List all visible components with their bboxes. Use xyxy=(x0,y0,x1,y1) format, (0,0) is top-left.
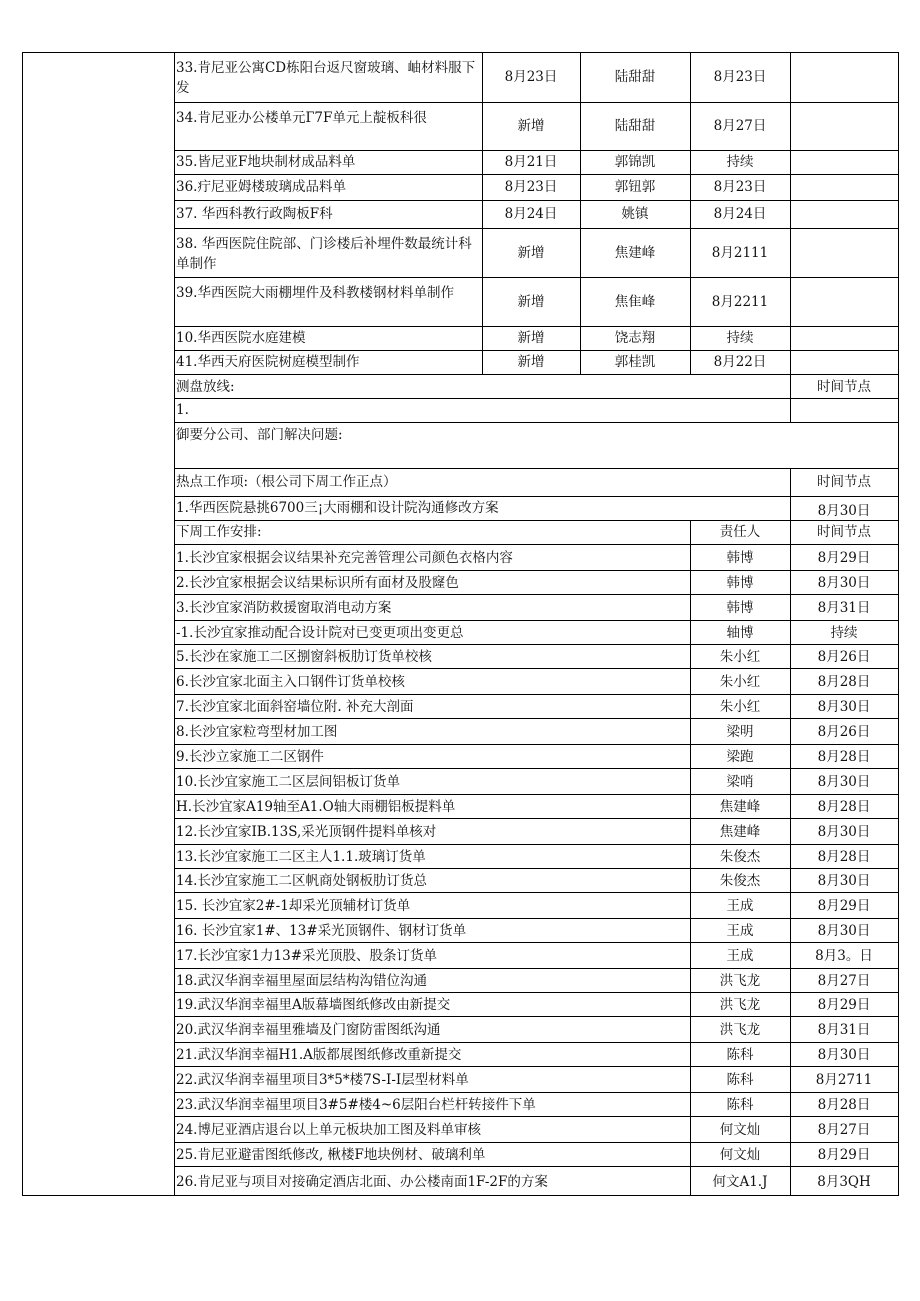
task-start: 8月23日 xyxy=(504,69,558,85)
schedule-deadline: 8月31日 xyxy=(817,1022,871,1038)
schedule-deadline: 8月28日 xyxy=(817,799,871,815)
schedule-deadline: 8月29日 xyxy=(817,997,871,1013)
schedule-deadline: 8月26日 xyxy=(817,724,871,740)
task-owner: 郭锦凯 xyxy=(614,154,656,170)
task-start: 8月21日 xyxy=(504,154,558,170)
task-owner: 陆甜甜 xyxy=(614,118,656,134)
table-border-bottom xyxy=(22,1195,899,1196)
schedule-task: 20.武汉华润幸福里雅墙及门窗防雷图纸沟通 xyxy=(176,1022,441,1038)
row-rule xyxy=(174,1042,899,1043)
task-description: 33.肯尼亚公寓CD栋阳台返尺窗玻璃、岫材料服下发 xyxy=(176,60,476,96)
schedule-deadline: 8月28日 xyxy=(817,674,871,690)
schedule-task: 19.武汉华润幸福里A版幕墙图纸修改由新提交 xyxy=(176,997,451,1013)
row-rule xyxy=(174,620,899,621)
row-rule xyxy=(174,992,899,993)
row-rule xyxy=(174,844,899,845)
task-deadline: 持续 xyxy=(726,330,754,346)
schedule-owner: 何文灿 xyxy=(719,1147,761,1163)
schedule-deadline: 8月28日 xyxy=(817,749,871,765)
schedule-owner: 王成 xyxy=(726,898,754,914)
schedule-task: 25.肯尼亚避雷图纸修改, 楸楼F地块例材、破璃利单 xyxy=(176,1147,486,1163)
schedule-task: 13.长沙宜家施工二区主人1.1.玻璃订货单 xyxy=(176,849,426,865)
survey-heading: 测盘放线: xyxy=(176,379,235,395)
task-description: 34.肯尼亚办公楼单元Г7F单元上靛板科很 xyxy=(176,110,427,126)
row-rule xyxy=(174,968,899,969)
task-description: 39.华西医院大雨棚埋件及科教楼钢材料单制作 xyxy=(176,285,454,301)
task-owner: 郭桂凯 xyxy=(614,354,656,370)
task-start: 新增 xyxy=(517,354,545,370)
work-schedule-table xyxy=(22,52,898,1195)
schedule-task: 14.长沙宜家施工二区帆商处钢板肋订货总 xyxy=(176,873,427,889)
task-start: 新增 xyxy=(517,245,545,261)
task-owner: 焦隹峰 xyxy=(614,294,656,310)
schedule-task: 23.武汉华润幸福里项目3#5#楼4~6层阳台栏杆转接件下单 xyxy=(176,1097,536,1113)
schedule-task: 12.长沙宜家IB.13S,采光顶钢件提料单核对 xyxy=(176,824,437,840)
task-deadline: 8月2111 xyxy=(711,245,769,261)
schedule-deadline: 8月27日 xyxy=(817,1122,871,1138)
schedule-owner: 朱俊杰 xyxy=(719,849,761,865)
schedule-deadline: 8月30日 xyxy=(817,923,871,939)
schedule-deadline: 8月29日 xyxy=(817,1147,871,1163)
schedule-owner: 焦建峰 xyxy=(719,824,761,840)
row-rule xyxy=(174,744,899,745)
schedule-deadline: 8月31日 xyxy=(817,600,871,616)
schedule-deadline: 8月30日 xyxy=(817,699,871,715)
schedule-deadline: 8月3QH xyxy=(817,1174,871,1190)
schedule-task: 21.武汉华润幸福H1.A版都展图纸修改重新提交 xyxy=(176,1047,462,1063)
schedule-task: 9.长沙立家施工二区钢件 xyxy=(176,749,324,765)
schedule-deadline: 8月29日 xyxy=(817,898,871,914)
schedule-owner: 朱小红 xyxy=(719,699,761,715)
schedule-deadline: 8月27日 xyxy=(817,973,871,989)
table-border-left xyxy=(22,52,23,1196)
row-rule xyxy=(174,1142,899,1143)
schedule-owner: 洪飞龙 xyxy=(719,997,761,1013)
row-rule xyxy=(174,1116,899,1117)
row-rule xyxy=(174,918,899,919)
schedule-deadline: 8月28日 xyxy=(817,849,871,865)
task-start: 8月23日 xyxy=(504,179,558,195)
schedule-deadline: 8月3。日 xyxy=(815,948,873,964)
schedule-owner: 陈科 xyxy=(726,1097,754,1113)
schedule-owner: 陈科 xyxy=(726,1047,754,1063)
schedule-task: 26.肯尼亚与项目对接确定酒店北面、办公楼南面1F-2F的方案 xyxy=(176,1174,548,1190)
task-start: 新增 xyxy=(517,330,545,346)
assist-heading: 御要分公司、部门解决问题: xyxy=(176,427,343,443)
row-rule xyxy=(174,668,899,669)
row-rule xyxy=(174,1166,899,1167)
task-owner: 姚镇 xyxy=(621,206,649,222)
task-start: 8月24日 xyxy=(504,206,558,222)
schedule-deadline: 8月30日 xyxy=(817,575,871,591)
schedule-owner: 梁哨 xyxy=(726,774,754,790)
schedule-task: 6.长沙宜家北面主入口钢件订货单校核 xyxy=(176,674,405,690)
schedule-owner: 洪飞龙 xyxy=(719,1022,761,1038)
row-rule xyxy=(174,768,899,769)
schedule-deadline: 8月2711 xyxy=(815,1072,873,1088)
schedule-task: 16. 长沙宜家1#、13#采光顶钢件、钢材订货单 xyxy=(176,923,467,939)
task-description: 41.华西天府医院树庭模型制作 xyxy=(176,354,360,370)
schedule-task: 8.长沙宜家粒弯型材加工图 xyxy=(176,724,338,740)
task-deadline: 8月22日 xyxy=(713,354,767,370)
hot-item: 1.华西医院悬挑6700三¡大雨棚和设计院沟通修改方案 xyxy=(176,500,499,516)
row-rule xyxy=(174,718,899,719)
time-header: 时间节点 xyxy=(817,524,871,540)
row-rule xyxy=(174,942,899,943)
schedule-owner: 梁跑 xyxy=(726,749,754,765)
task-deadline: 持续 xyxy=(726,154,754,170)
table-border-right xyxy=(898,52,899,1196)
schedule-task: 1.长沙宜家根据会议结果补充完善管理公司颜色衣格内容 xyxy=(176,550,513,566)
schedule-task: 5.长沙在家施工二区捌窗斜板肋订货单校核 xyxy=(176,649,432,665)
schedule-deadline: 8月30日 xyxy=(817,1047,871,1063)
schedule-owner: 朱小红 xyxy=(719,649,761,665)
task-deadline: 8月23日 xyxy=(713,69,767,85)
task-description: 35.皆尼亚F地块制材成品料单 xyxy=(176,154,356,170)
col-rule xyxy=(790,52,791,375)
schedule-deadline: 8月26日 xyxy=(817,649,871,665)
task-deadline: 8月23日 xyxy=(713,179,767,195)
schedule-task: H.长沙宜家A19轴至A1.O轴大雨棚铝板提料单 xyxy=(176,799,456,815)
task-start: 新增 xyxy=(517,294,545,310)
row-rule xyxy=(174,1066,899,1067)
schedule-deadline: 8月30日 xyxy=(817,824,871,840)
time-header: 时间节点 xyxy=(817,474,871,490)
hot-deadline: 8月30日 xyxy=(817,503,871,519)
schedule-task: 17.长沙宜家1力13#采光顶股、股条订货单 xyxy=(176,948,438,964)
row-rule xyxy=(174,868,899,869)
schedule-owner: 焦建峰 xyxy=(719,799,761,815)
schedule-owner: 韩博 xyxy=(726,550,754,566)
left-margin-column-rule xyxy=(174,52,175,1196)
row-rule xyxy=(174,644,899,645)
task-owner: 饶志翔 xyxy=(614,330,656,346)
row-rule xyxy=(174,818,899,819)
time-header: 时间节点 xyxy=(817,379,871,395)
task-owner: 郭钮郭 xyxy=(614,179,656,195)
hot-heading: 热点工作项:（根公司下周工作正点） xyxy=(176,474,397,490)
schedule-deadline: 持续 xyxy=(830,625,858,641)
schedule-task: 3.长沙宜家消防救援窗取消电动方案 xyxy=(176,600,392,616)
schedule-task: -1.长沙宜家推动配合设计院对已变更项出变更总 xyxy=(176,625,464,641)
schedule-owner: 韩博 xyxy=(726,600,754,616)
task-description: 36.疔尼亚姆楼玻璃成品料单 xyxy=(176,179,346,195)
schedule-owner: 轴博 xyxy=(726,625,754,641)
schedule-deadline: 8月29日 xyxy=(817,550,871,566)
next-week-heading: 下周工作安排: xyxy=(176,524,262,540)
schedule-task: 15. 长沙宜家2#-1却采光顶辅材订货单 xyxy=(176,898,411,914)
table-border-top xyxy=(22,52,899,53)
task-description: 37. 华西科教行政陶板F科 xyxy=(176,206,333,222)
task-description: 10.华西医院水庭建模 xyxy=(176,330,306,346)
schedule-task: 2.长沙宜家根据会议结果标识所有面材及股窿色 xyxy=(176,575,459,591)
survey-item: 1. xyxy=(176,402,189,418)
row-rule xyxy=(174,794,899,795)
task-deadline: 8月2211 xyxy=(711,294,769,310)
schedule-owner: 陈科 xyxy=(726,1072,754,1088)
row-rule xyxy=(174,594,899,595)
schedule-deadline: 8月28日 xyxy=(817,1097,871,1113)
schedule-task: 22.武汉华润幸福里项目3*5*楼7S-I-I层型材料单 xyxy=(176,1072,469,1088)
task-deadline: 8月24日 xyxy=(713,206,767,222)
schedule-owner: 朱小红 xyxy=(719,674,761,690)
schedule-task: 18.武汉华润幸福里屋面层结构沟错位沟通 xyxy=(176,973,427,989)
schedule-task: 7.长沙宜家北面斜窑墙位附. 补充大剖面 xyxy=(176,699,414,715)
task-start: 新增 xyxy=(517,118,545,134)
schedule-owner: 何文灿 xyxy=(719,1122,761,1138)
task-description: 38. 华西医院住院部、门诊楼后补埋件数最统计科单制作 xyxy=(176,236,472,272)
row-rule xyxy=(174,892,899,893)
schedule-deadline: 8月30日 xyxy=(817,873,871,889)
schedule-owner: 王成 xyxy=(726,923,754,939)
schedule-task: 10.长沙宜家施工二区层间铝板订货单 xyxy=(176,774,400,790)
schedule-owner: 王成 xyxy=(726,948,754,964)
row-rule xyxy=(174,1016,899,1017)
schedule-owner: 韩博 xyxy=(726,575,754,591)
schedule-owner: 梁明 xyxy=(726,724,754,740)
task-owner: 陆甜甜 xyxy=(614,69,656,85)
schedule-owner: 洪飞龙 xyxy=(719,973,761,989)
task-owner: 焦建峰 xyxy=(614,245,656,261)
row-rule xyxy=(174,570,899,571)
task-deadline: 8月27日 xyxy=(713,118,767,134)
schedule-owner: 朱俊杰 xyxy=(719,873,761,889)
row-rule xyxy=(174,694,899,695)
row-rule xyxy=(174,1092,899,1093)
schedule-owner: 何文A1.J xyxy=(712,1174,768,1190)
schedule-deadline: 8月30日 xyxy=(817,774,871,790)
schedule-task: 24.博尼亚酒店退台以上单元板块加工图及料单审核 xyxy=(176,1122,481,1138)
person-header: 责任人 xyxy=(719,524,761,540)
